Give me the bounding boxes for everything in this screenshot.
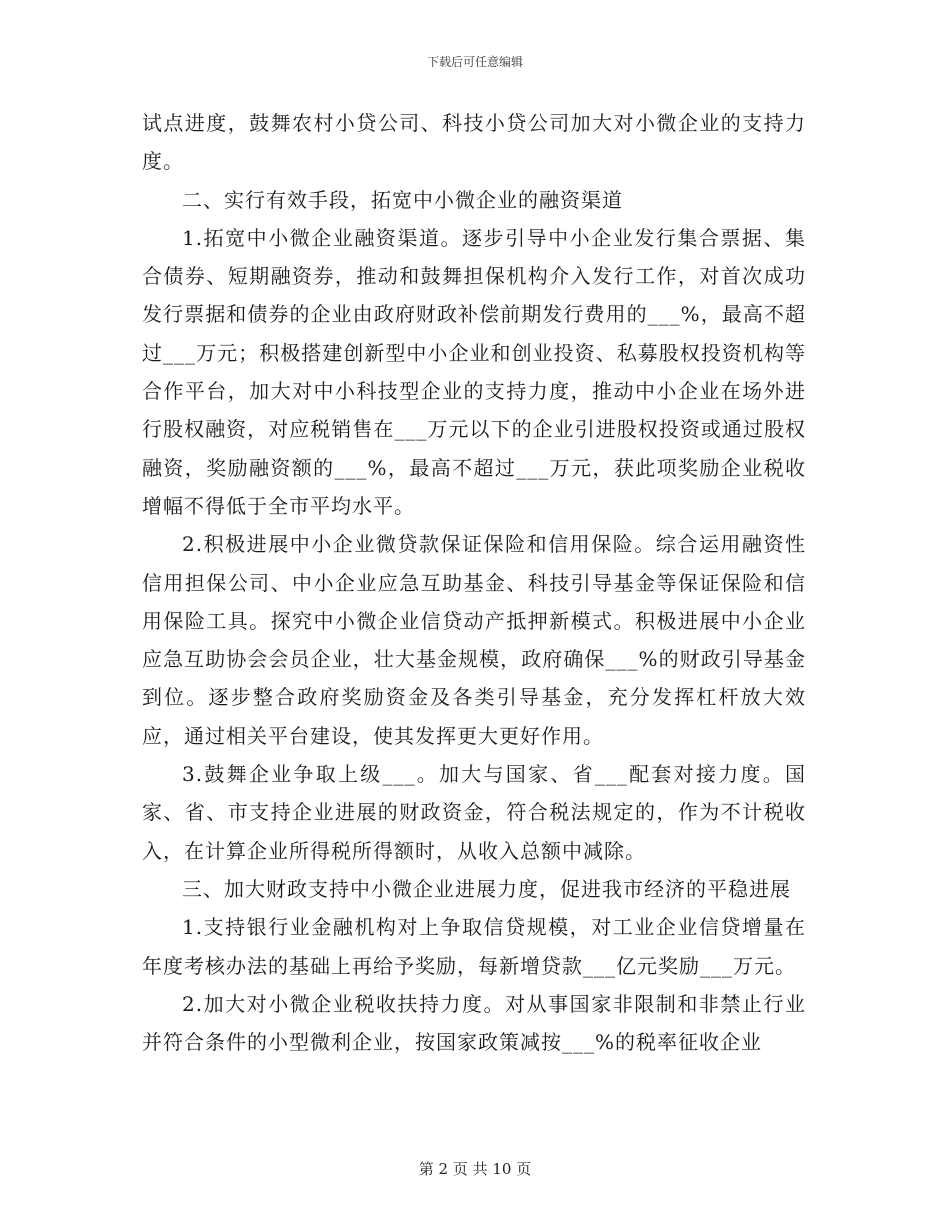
document-body: [142, 104, 806, 1061]
paragraph-2-3: 3.鼓舞企业争取上级___。加大与国家、省___配套对接力度。国家、省、市支持企业进展的财政资金，符合税法规定的，作为不计税收入，在计算企业所得税所得额时，从收入总额中减除。: [142, 762, 806, 863]
paragraph-3-1: 1.支持银行业金融机构对上争取信贷规模，对工业企业信贷增量在年度考核办法的基础上再给予奖励，每新增贷款___亿元奖励___万元。: [142, 915, 806, 978]
page-header-note: 下载后可任意编辑: [426, 55, 523, 69]
paragraph-1: 试点进度，鼓舞农村小贷公司、科技小贷公司加大对小微企业的支持力度。: [142, 111, 806, 174]
section-heading-3: 三、加大财政支持中小微企业进展力度，促进我市经济的平稳进展: [182, 876, 791, 901]
page-number: 第 2 页 共 10 页: [418, 1160, 532, 1178]
paragraph-2-1: 1.拓宽中小微企业融资渠道。逐步引导中小企业发行集合票据、集合债券、短期融资券，推动和鼓舞担保机构介入发行工作，对首次成功发行票据和债券的企业由政府财政补偿前期发行费用的___%，最高不超过___万元；积极搭建创新型中小企业和创业投资、私募股权投资机构等合作平台，加大对中小科技型企业的支持力度，推动中小企业在场外进行股权融资，对应税销售在___万元以下的企业引进股权投资或通过股权融资，奖励融资额的___%，最高不超过___万元，获此项奖励企业税收增幅不得低于全市平均水平。: [142, 225, 806, 518]
paragraph-2-2: 2.积极进展中小企业微贷款保证保险和信用保险。综合运用融资性信用担保公司、中小企业应急互助基金、科技引导基金等保证保险和信用保险工具。探究中小微企业信贷动产抵押新模式。积极进展中小企业应急互助协会会员企业，壮大基金规模，政府确保___%的财政引导基金到位。逐步整合政府奖励资金及各类引导基金，充分发挥杠杆放大效应，通过相关平台建设，使其发挥更大更好作用。: [142, 532, 806, 748]
section-heading-2: 二、实行有效手段，拓宽中小微企业的融资渠道: [182, 187, 623, 212]
paragraph-3-2: 2.加大对小微企业税收扶持力度。对从事国家非限制和非禁止行业并符合条件的小型微利企业，按国家政策减按___%的税率征收企业: [142, 991, 806, 1055]
